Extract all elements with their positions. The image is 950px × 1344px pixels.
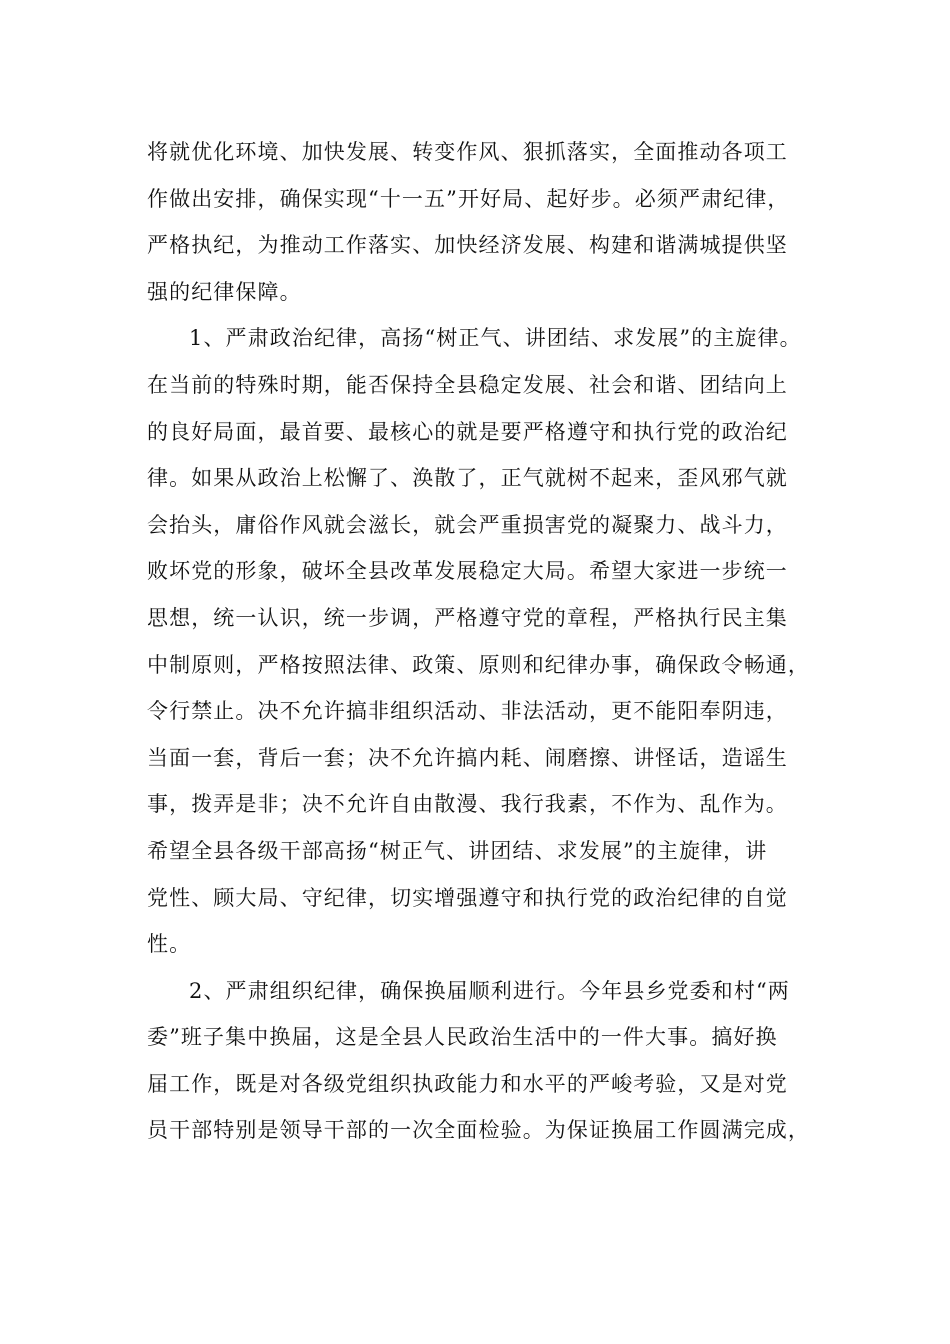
text-line: 律。如果从政治上松懈了、涣散了，正气就树不起来，歪风邪气就 xyxy=(147,466,788,491)
text-line: 希望全县各级干部高扬“树正气、讲团结、求发展”的主旋律，讲 xyxy=(147,838,768,863)
text-line: 将就优化环境、加快发展、转变作风、狠抓落实，全面推动各项工 xyxy=(147,140,788,164)
text-line: 届工作，既是对各级党组织执政能力和水平的严峻考验，又是对党 xyxy=(147,1071,788,1096)
text-line: 令行禁止。决不允许搞非组织活动、非法活动，更不能阳奉阴违， xyxy=(147,699,788,724)
text-line: 中制原则，严格按照法律、政策、原则和纪律办事，确保政令畅通， xyxy=(147,652,810,677)
text-line: 的良好局面，最首要、最核心的就是要严格遵守和执行党的政治纪 xyxy=(147,419,788,444)
text-line: 员干部特别是领导干部的一次全面检验。为保证换届工作圆满完成， xyxy=(147,1118,810,1143)
text-line: 败坏党的形象，破坏全县改革发展稳定大局。希望大家进一步统一 xyxy=(147,559,788,584)
text-line: 思想，统一认识，统一步调，严格遵守党的章程，严格执行民主集 xyxy=(147,605,788,630)
document-body xyxy=(147,129,827,1154)
text-line: 性。 xyxy=(147,932,192,957)
paragraph-intro xyxy=(147,129,827,315)
text-line: 作做出安排，确保实现“十一五”开好局、起好步。必须严肃纪律， xyxy=(147,186,790,211)
text-line: 当面一套，背后一套；决不允许搞内耗、闹磨擦、讲怪话，造谣生 xyxy=(147,745,788,770)
text-line: 委”班子集中换届，这是全县人民政治生活中的一件大事。搞好换 xyxy=(147,1025,778,1050)
text-line: 事，拨弄是非；决不允许自由散漫、我行我素，不作为、乱作为。 xyxy=(147,792,788,817)
text-line: 1、严肃政治纪律，高扬“树正气、讲团结、求发展”的主旋律。 xyxy=(189,326,802,351)
text-line: 严格执纪，为推动工作落实、加快经济发展、构建和谐满城提供坚 xyxy=(147,233,788,258)
text-line: 会抬头，庸俗作风就会滋长，就会严重损害党的凝聚力、战斗力， xyxy=(147,512,788,537)
paragraph-organizational-discipline xyxy=(147,968,827,1154)
paragraph-political-discipline xyxy=(147,315,827,967)
text-line: 强的纪律保障。 xyxy=(147,279,302,304)
text-line: 在当前的特殊时期，能否保持全县稳定发展、社会和谐、团结向上 xyxy=(147,372,788,397)
text-line: 2、严肃组织纪律，确保换届顺利进行。今年县乡党委和村“两 xyxy=(189,978,790,1003)
text-line: 党性、顾大局、守纪律，切实增强遵守和执行党的政治纪律的自觉 xyxy=(147,885,788,910)
